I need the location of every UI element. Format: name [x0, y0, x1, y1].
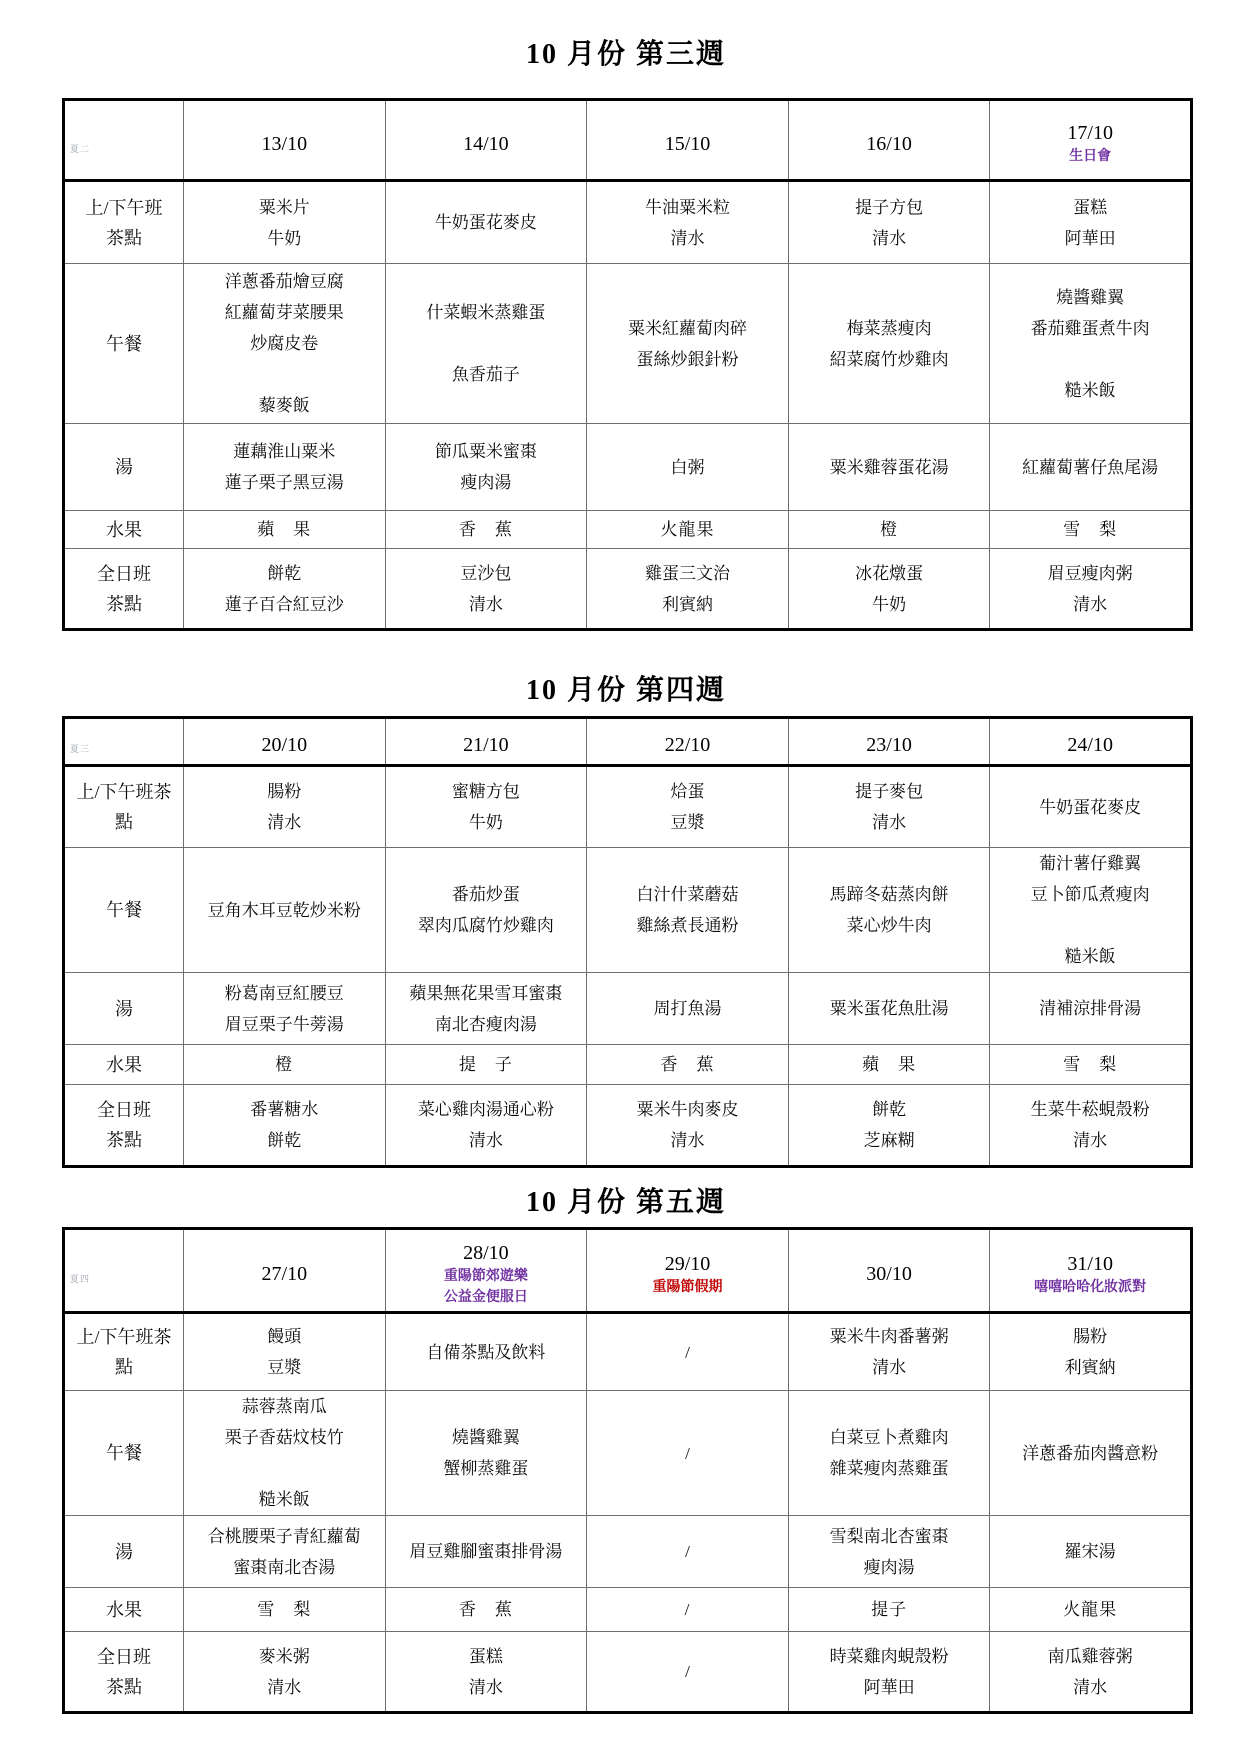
menu-cell [184, 766, 386, 848]
menu-item: 蛋糕 [1073, 197, 1108, 217]
date-label: 16/10 [866, 132, 912, 155]
date-header-cell [990, 1229, 1192, 1313]
row-label-cell [64, 511, 184, 549]
menu-item: 香 蕉 [458, 1600, 513, 1619]
menu-item: 橙 [880, 520, 899, 539]
menu-item: 粟米牛肉番薯粥 [829, 1327, 949, 1346]
row-label: 茶點 [106, 1676, 142, 1697]
menu-cell [184, 1391, 386, 1516]
menu-row-lunch [64, 1391, 1192, 1516]
menu-item: 菜心炒牛肉 [846, 916, 932, 935]
menu-cell [385, 1391, 587, 1516]
menu-cell [587, 848, 789, 973]
menu-item: 清水 [468, 594, 503, 614]
menu-item: 葡汁薯仔雞翼 [1039, 854, 1142, 873]
menu-item: 粟米紅蘿蔔肉碎 [627, 318, 747, 338]
date-label: 14/10 [463, 132, 509, 155]
menu-item: 白粥 [670, 457, 705, 477]
date-header-cell [990, 718, 1192, 766]
menu-item: 餅乾 [267, 1131, 302, 1150]
menu-cell [990, 973, 1192, 1045]
row-label-cell [64, 264, 184, 424]
date-header-cell [788, 1229, 990, 1313]
menu-cell [788, 181, 990, 264]
menu-cell [990, 1632, 1192, 1713]
menu-item: 蒜蓉蒸南瓜 [241, 1397, 327, 1416]
menu-item: 雞絲煮長通粉 [636, 916, 739, 935]
menu-item: 雪梨南北杏蜜棗 [829, 1526, 949, 1546]
menu-cell [990, 549, 1192, 630]
menu-cell [385, 1516, 587, 1588]
menu-cell [788, 264, 990, 424]
menu-item: 番茄炒蛋 [451, 885, 520, 904]
menu-cell [587, 1588, 789, 1632]
menu-item: 冰花燉蛋 [855, 563, 924, 583]
menu-item: 橙 [275, 1055, 294, 1074]
row-label: 茶點 [106, 593, 142, 614]
menu-cell [587, 511, 789, 549]
menu-cell [385, 973, 587, 1045]
menu-cell [587, 264, 789, 424]
menu-cell [990, 766, 1192, 848]
menu-cell [184, 1045, 386, 1085]
menu-cell [385, 848, 587, 973]
menu-item: 牛奶 [267, 228, 302, 248]
menu-item: 粟米蛋花魚肚湯 [829, 999, 949, 1018]
menu-item: 眉豆雞腳蜜棗排骨湯 [409, 1542, 563, 1561]
menu-cell [788, 973, 990, 1045]
date-label: 21/10 [463, 734, 509, 756]
row-label: 水果 [106, 1054, 142, 1075]
menu-item: 周打魚湯 [653, 999, 722, 1018]
menu-item: 梅菜蒸瘦肉 [846, 318, 932, 338]
menu-cell [184, 1632, 386, 1713]
date-label: 22/10 [664, 734, 711, 756]
menu-item: 饅頭 [267, 1327, 302, 1346]
menu-cell [385, 511, 587, 549]
menu-item: 生菜牛菘蜆殼粉 [1030, 1100, 1150, 1119]
menu-item: 清水 [872, 228, 907, 248]
row-label-cell [64, 1085, 184, 1167]
menu-item: 魚香茄子 [451, 365, 520, 384]
menu-item: 番茄雞蛋煮牛肉 [1030, 318, 1150, 338]
menu-item: 瘦肉湯 [460, 473, 512, 492]
menu-item: 紹菜腐竹炒雞肉 [829, 349, 949, 369]
menu-row-lunch [64, 848, 1192, 973]
menu-item: 芝麻糊 [863, 1131, 915, 1150]
date-header-cell [587, 100, 789, 181]
row-label-cell [64, 1632, 184, 1713]
menu-cell [587, 1313, 789, 1391]
menu-item: 蓮子百合紅豆沙 [224, 594, 344, 614]
menu-item: 雞蛋三文治 [644, 563, 730, 583]
menu-item: 蜜糖方包 [451, 782, 520, 801]
menu-item: 清水 [1073, 1131, 1108, 1150]
date-label: 13/10 [261, 132, 308, 155]
menu-cell [385, 264, 587, 424]
date-label: 29/10 [664, 1252, 711, 1275]
row-label: 湯 [115, 998, 133, 1019]
date-label: 17/10 [1067, 122, 1113, 144]
row-label: 午餐 [106, 900, 142, 920]
menu-item: 豆角木耳豆乾炒米粉 [207, 900, 361, 920]
menu-item: 糙米飯 [1064, 380, 1116, 400]
menu-item: 清補涼排骨湯 [1039, 999, 1142, 1018]
menu-item: 火龍果 [1063, 1600, 1118, 1619]
menu-table-week3 [62, 38, 1190, 631]
menu-item: 什菜蝦米蒸雞蛋 [426, 303, 546, 322]
menu-row-fruit [64, 1045, 1192, 1085]
menu-item: 香 蕉 [458, 520, 513, 539]
row-label-cell [64, 424, 184, 511]
menu-item: 藜麥飯 [258, 396, 310, 415]
corner-cell [64, 100, 184, 181]
menu-item: 燒醬雞翼 [451, 1428, 520, 1447]
date-label: 20/10 [261, 734, 308, 756]
menu-cell [184, 549, 386, 630]
menu-cell [990, 264, 1192, 424]
date-label: 23/10 [866, 734, 912, 756]
menu-item: 蘋 果 [862, 1055, 917, 1074]
row-label-cell [64, 1045, 184, 1085]
menu-item: 清水 [1073, 594, 1108, 614]
event-note: 公益金便服日 [443, 1290, 528, 1305]
menu-cell [385, 549, 587, 630]
menu-row-am-pm-snack [64, 1313, 1192, 1391]
menu-item: 清水 [670, 1131, 705, 1150]
menu-grid-week3 [62, 98, 1193, 631]
menu-item: 菜心雞肉湯通心粉 [417, 1100, 554, 1119]
menu-item: 蘋 果 [257, 520, 312, 539]
corner-note: 夏三 [70, 744, 91, 755]
date-header-cell [385, 100, 587, 181]
menu-cell [788, 1045, 990, 1085]
menu-item: 紅蘿蔔薯仔魚尾湯 [1022, 457, 1159, 477]
menu-cell [587, 1045, 789, 1085]
date-header-cell [184, 718, 386, 766]
menu-table-week5 [62, 1186, 1190, 1714]
menu-item: 洋蔥番茄肉醬意粉 [1022, 1443, 1159, 1463]
menu-cell [788, 424, 990, 511]
menu-item: 炒腐皮卷 [250, 334, 319, 353]
menu-cell [385, 766, 587, 848]
date-label: 27/10 [261, 1263, 308, 1285]
menu-item: 栗子香菇炆枝竹 [224, 1428, 344, 1447]
menu-grid-week4 [62, 716, 1193, 1168]
menu-item: 瘦肉湯 [863, 1557, 915, 1577]
menu-row-soup [64, 973, 1192, 1045]
menu-item: 翠肉瓜腐竹炒雞肉 [417, 916, 554, 935]
menu-item: 蜜棗南北杏湯 [233, 1557, 336, 1577]
row-label-cell [64, 766, 184, 848]
menu-item: 清水 [468, 1131, 503, 1150]
event-note: 生日會 [1069, 149, 1112, 164]
date-label: 15/10 [664, 132, 711, 155]
menu-cell [990, 181, 1192, 264]
row-label: 上/下午班 [85, 197, 163, 218]
menu-item: 蛋絲炒銀針粉 [636, 349, 739, 369]
menu-row-fruit [64, 1588, 1192, 1632]
menu-item: 紅蘿蔔芽菜腰果 [224, 303, 344, 322]
row-label: 湯 [115, 1541, 133, 1562]
menu-cell [184, 973, 386, 1045]
menu-cell [990, 511, 1192, 549]
row-label-cell [64, 1516, 184, 1588]
menu-row-full-day-snack [64, 1632, 1192, 1713]
row-label: 午餐 [106, 1443, 142, 1463]
menu-cell [184, 511, 386, 549]
menu-row-fruit [64, 511, 1192, 549]
menu-cell [990, 1045, 1192, 1085]
row-label: 全日班 [97, 1100, 151, 1120]
menu-item: 粟米片 [258, 197, 310, 217]
menu-item: 粉葛南豆紅腰豆 [224, 983, 344, 1003]
menu-title-week5: 10 月份 第五週 [525, 1187, 726, 1218]
date-header-cell [990, 100, 1192, 181]
menu-item: 麥米粥 [258, 1646, 310, 1666]
menu-item: 清水 [872, 813, 907, 832]
menu-item: 粟米牛肉麥皮 [636, 1100, 739, 1119]
menu-cell [788, 766, 990, 848]
menu-item: / [684, 1600, 691, 1619]
date-header-cell [184, 100, 386, 181]
menu-cell [587, 766, 789, 848]
menu-item: 眉豆栗子牛蒡湯 [224, 1014, 344, 1034]
menu-cell [788, 1632, 990, 1713]
menu-item: 牛奶蛋花麥皮 [1039, 797, 1142, 817]
menu-item: 雪 梨 [257, 1600, 312, 1619]
menu-cell [788, 1588, 990, 1632]
row-label: 上/下午班茶 [76, 1327, 172, 1347]
menu-item: 火龍果 [660, 520, 715, 539]
corner-note: 夏四 [70, 1274, 91, 1285]
menu-item: 阿華田 [1064, 228, 1116, 248]
row-label: 上/下午班茶 [76, 782, 172, 802]
menu-cell [990, 1085, 1192, 1167]
row-label: 湯 [115, 457, 133, 477]
menu-item: 糙米飯 [258, 1490, 310, 1509]
menu-cell [385, 1588, 587, 1632]
menu-item: 牛奶 [872, 594, 907, 614]
menu-item: 豆卜節瓜煮瘦肉 [1030, 885, 1150, 904]
menu-item: 白汁什菜蘑菇 [636, 885, 739, 904]
menu-cell [385, 1085, 587, 1167]
row-label: 點 [115, 1357, 133, 1377]
row-label: 水果 [106, 1599, 142, 1620]
menu-cell [788, 1313, 990, 1391]
menu-cell [990, 1313, 1192, 1391]
menu-cell [788, 1085, 990, 1167]
menu-item: 蛋糕 [468, 1646, 503, 1666]
menu-item: 利賓納 [661, 594, 713, 614]
menu-item: 清水 [267, 1677, 302, 1697]
date-header-cell [385, 1229, 587, 1313]
menu-item: 牛油粟米粒 [644, 197, 730, 217]
menu-item: 阿華田 [863, 1677, 915, 1697]
menu-item: 香 蕉 [660, 1055, 715, 1074]
menu-item: 自備茶點及飲料 [426, 1342, 546, 1362]
menu-item: 牛奶 [468, 813, 503, 832]
menu-item: 利賓納 [1064, 1358, 1116, 1377]
menu-row-full-day-snack [64, 549, 1192, 630]
menu-item: 南瓜雞蓉粥 [1047, 1646, 1133, 1666]
menu-item: 豆漿 [267, 1358, 302, 1377]
menu-item: 雪 梨 [1063, 520, 1118, 539]
menu-cell [788, 549, 990, 630]
menu-cell [184, 181, 386, 264]
menu-cell [587, 424, 789, 511]
date-header-cell [788, 718, 990, 766]
menu-row-soup [64, 424, 1192, 511]
menu-item: 牛奶蛋花麥皮 [434, 213, 537, 232]
menu-cell [788, 511, 990, 549]
menu-item: 清水 [670, 228, 705, 248]
menu-cell [788, 1516, 990, 1588]
date-header-cell [788, 100, 990, 181]
menu-cell [184, 424, 386, 511]
row-label-cell [64, 848, 184, 973]
menu-cell [385, 1632, 587, 1713]
corner-note: 夏二 [70, 143, 91, 154]
menu-cell [990, 1588, 1192, 1632]
menu-item: 蘋果無花果雪耳蜜棗 [409, 983, 563, 1003]
menu-item: 羅宋湯 [1064, 1542, 1116, 1561]
menu-item: / [685, 1662, 690, 1681]
menu-item: 清水 [267, 813, 302, 832]
row-label: 全日班 [97, 563, 151, 584]
menu-title-week4: 10 月份 第四週 [525, 675, 726, 706]
menu-title-week3: 10 月份 第三週 [525, 39, 726, 70]
menu-item: 蓮子栗子黑豆湯 [224, 473, 344, 492]
date-label: 28/10 [463, 1242, 509, 1264]
date-header-cell [587, 718, 789, 766]
menu-item: 南北杏瘦肉湯 [434, 1014, 537, 1034]
corner-cell [64, 718, 184, 766]
menu-cell [990, 1391, 1192, 1516]
row-label: 午餐 [106, 333, 142, 354]
menu-item: 提 子 [458, 1055, 513, 1074]
menu-row-full-day-snack [64, 1085, 1192, 1167]
date-header-cell [385, 718, 587, 766]
menu-cell [184, 1313, 386, 1391]
menu-item: 馬蹄冬菇蒸肉餅 [829, 885, 949, 904]
menu-item: 雜菜瘦肉蒸雞蛋 [829, 1459, 949, 1478]
menu-item: 眉豆瘦肉粥 [1047, 563, 1133, 583]
row-label: 全日班 [97, 1646, 151, 1667]
menu-grid-week5 [62, 1227, 1193, 1714]
menu-cell [587, 1391, 789, 1516]
menu-item: 蟹柳蒸雞蛋 [443, 1459, 529, 1478]
menu-item: 燒醬雞翼 [1056, 287, 1125, 307]
row-label: 水果 [106, 519, 142, 540]
menu-cell [587, 549, 789, 630]
menu-cell [184, 1516, 386, 1588]
menu-item: / [685, 1542, 690, 1561]
menu-cell [587, 1632, 789, 1713]
menu-cell [385, 424, 587, 511]
row-label-cell [64, 181, 184, 264]
menu-cell [990, 1516, 1192, 1588]
menu-item: 蓮藕淮山粟米 [233, 442, 336, 461]
menu-cell [587, 1085, 789, 1167]
row-label: 茶點 [106, 227, 142, 248]
date-label: 31/10 [1067, 1252, 1113, 1275]
menu-cell [587, 1516, 789, 1588]
menu-cell [990, 424, 1192, 511]
menu-item: 時菜雞肉蜆殼粉 [829, 1646, 949, 1666]
event-note: 嘻嘻哈哈化妝派對 [1034, 1279, 1147, 1295]
menu-cell [385, 1313, 587, 1391]
menu-cell [184, 1588, 386, 1632]
menu-cell [990, 848, 1192, 973]
menu-item: 腸粉 [1073, 1327, 1108, 1346]
row-label-cell [64, 549, 184, 630]
menu-row-am-pm-snack [64, 181, 1192, 264]
menu-cell [587, 181, 789, 264]
menu-cell [184, 848, 386, 973]
menu-item: 豆漿 [670, 813, 705, 832]
menu-item: 節瓜粟米蜜棗 [434, 442, 537, 461]
menu-item: 糙米飯 [1064, 947, 1116, 966]
menu-item: / [685, 1342, 690, 1362]
menu-row-lunch [64, 264, 1192, 424]
menu-cell [385, 1045, 587, 1085]
menu-item: 餅乾 [872, 1100, 907, 1119]
menu-row-soup [64, 1516, 1192, 1588]
menu-item: / [685, 1443, 690, 1463]
menu-item: 腸粉 [267, 782, 302, 801]
row-label: 點 [115, 812, 133, 832]
menu-item: 番薯糖水 [250, 1100, 319, 1119]
menu-cell [184, 264, 386, 424]
date-header-cell [184, 1229, 386, 1313]
date-label: 24/10 [1067, 734, 1113, 756]
menu-cell [385, 181, 587, 264]
menu-item: 合桃腰栗子青紅蘿蔔 [207, 1526, 361, 1546]
menu-item: 清水 [468, 1677, 503, 1697]
menu-item: 豆沙包 [460, 563, 512, 583]
corner-cell [64, 1229, 184, 1313]
menu-item: 粟米雞蓉蛋花湯 [829, 457, 949, 477]
menu-item: 雪 梨 [1063, 1055, 1118, 1074]
menu-item: 洋蔥番茄燴豆腐 [224, 272, 344, 291]
menu-cell [788, 1391, 990, 1516]
menu-cell [184, 1085, 386, 1167]
row-label-cell [64, 1588, 184, 1632]
menu-item: 提子方包 [855, 197, 924, 217]
menu-item: 白菜豆卜煮雞肉 [829, 1428, 949, 1447]
menu-item: 清水 [872, 1358, 907, 1377]
menu-row-am-pm-snack [64, 766, 1192, 848]
menu-cell [587, 973, 789, 1045]
menu-table-week4 [62, 674, 1190, 1168]
date-label: 30/10 [866, 1263, 912, 1285]
row-label-cell [64, 973, 184, 1045]
menu-item: 提子麥包 [855, 782, 924, 801]
event-note: 重陽節郊遊樂 [443, 1269, 528, 1284]
menu-item: 清水 [1073, 1677, 1108, 1697]
date-header-cell [587, 1229, 789, 1313]
row-label: 茶點 [106, 1130, 142, 1150]
menu-cell [788, 848, 990, 973]
menu-item: 提子 [871, 1600, 908, 1619]
row-label-cell [64, 1313, 184, 1391]
menu-item: 餅乾 [267, 563, 302, 583]
event-note: 重陽節假期 [652, 1279, 723, 1295]
row-label-cell [64, 1391, 184, 1516]
menu-item: 烚蛋 [670, 782, 705, 801]
